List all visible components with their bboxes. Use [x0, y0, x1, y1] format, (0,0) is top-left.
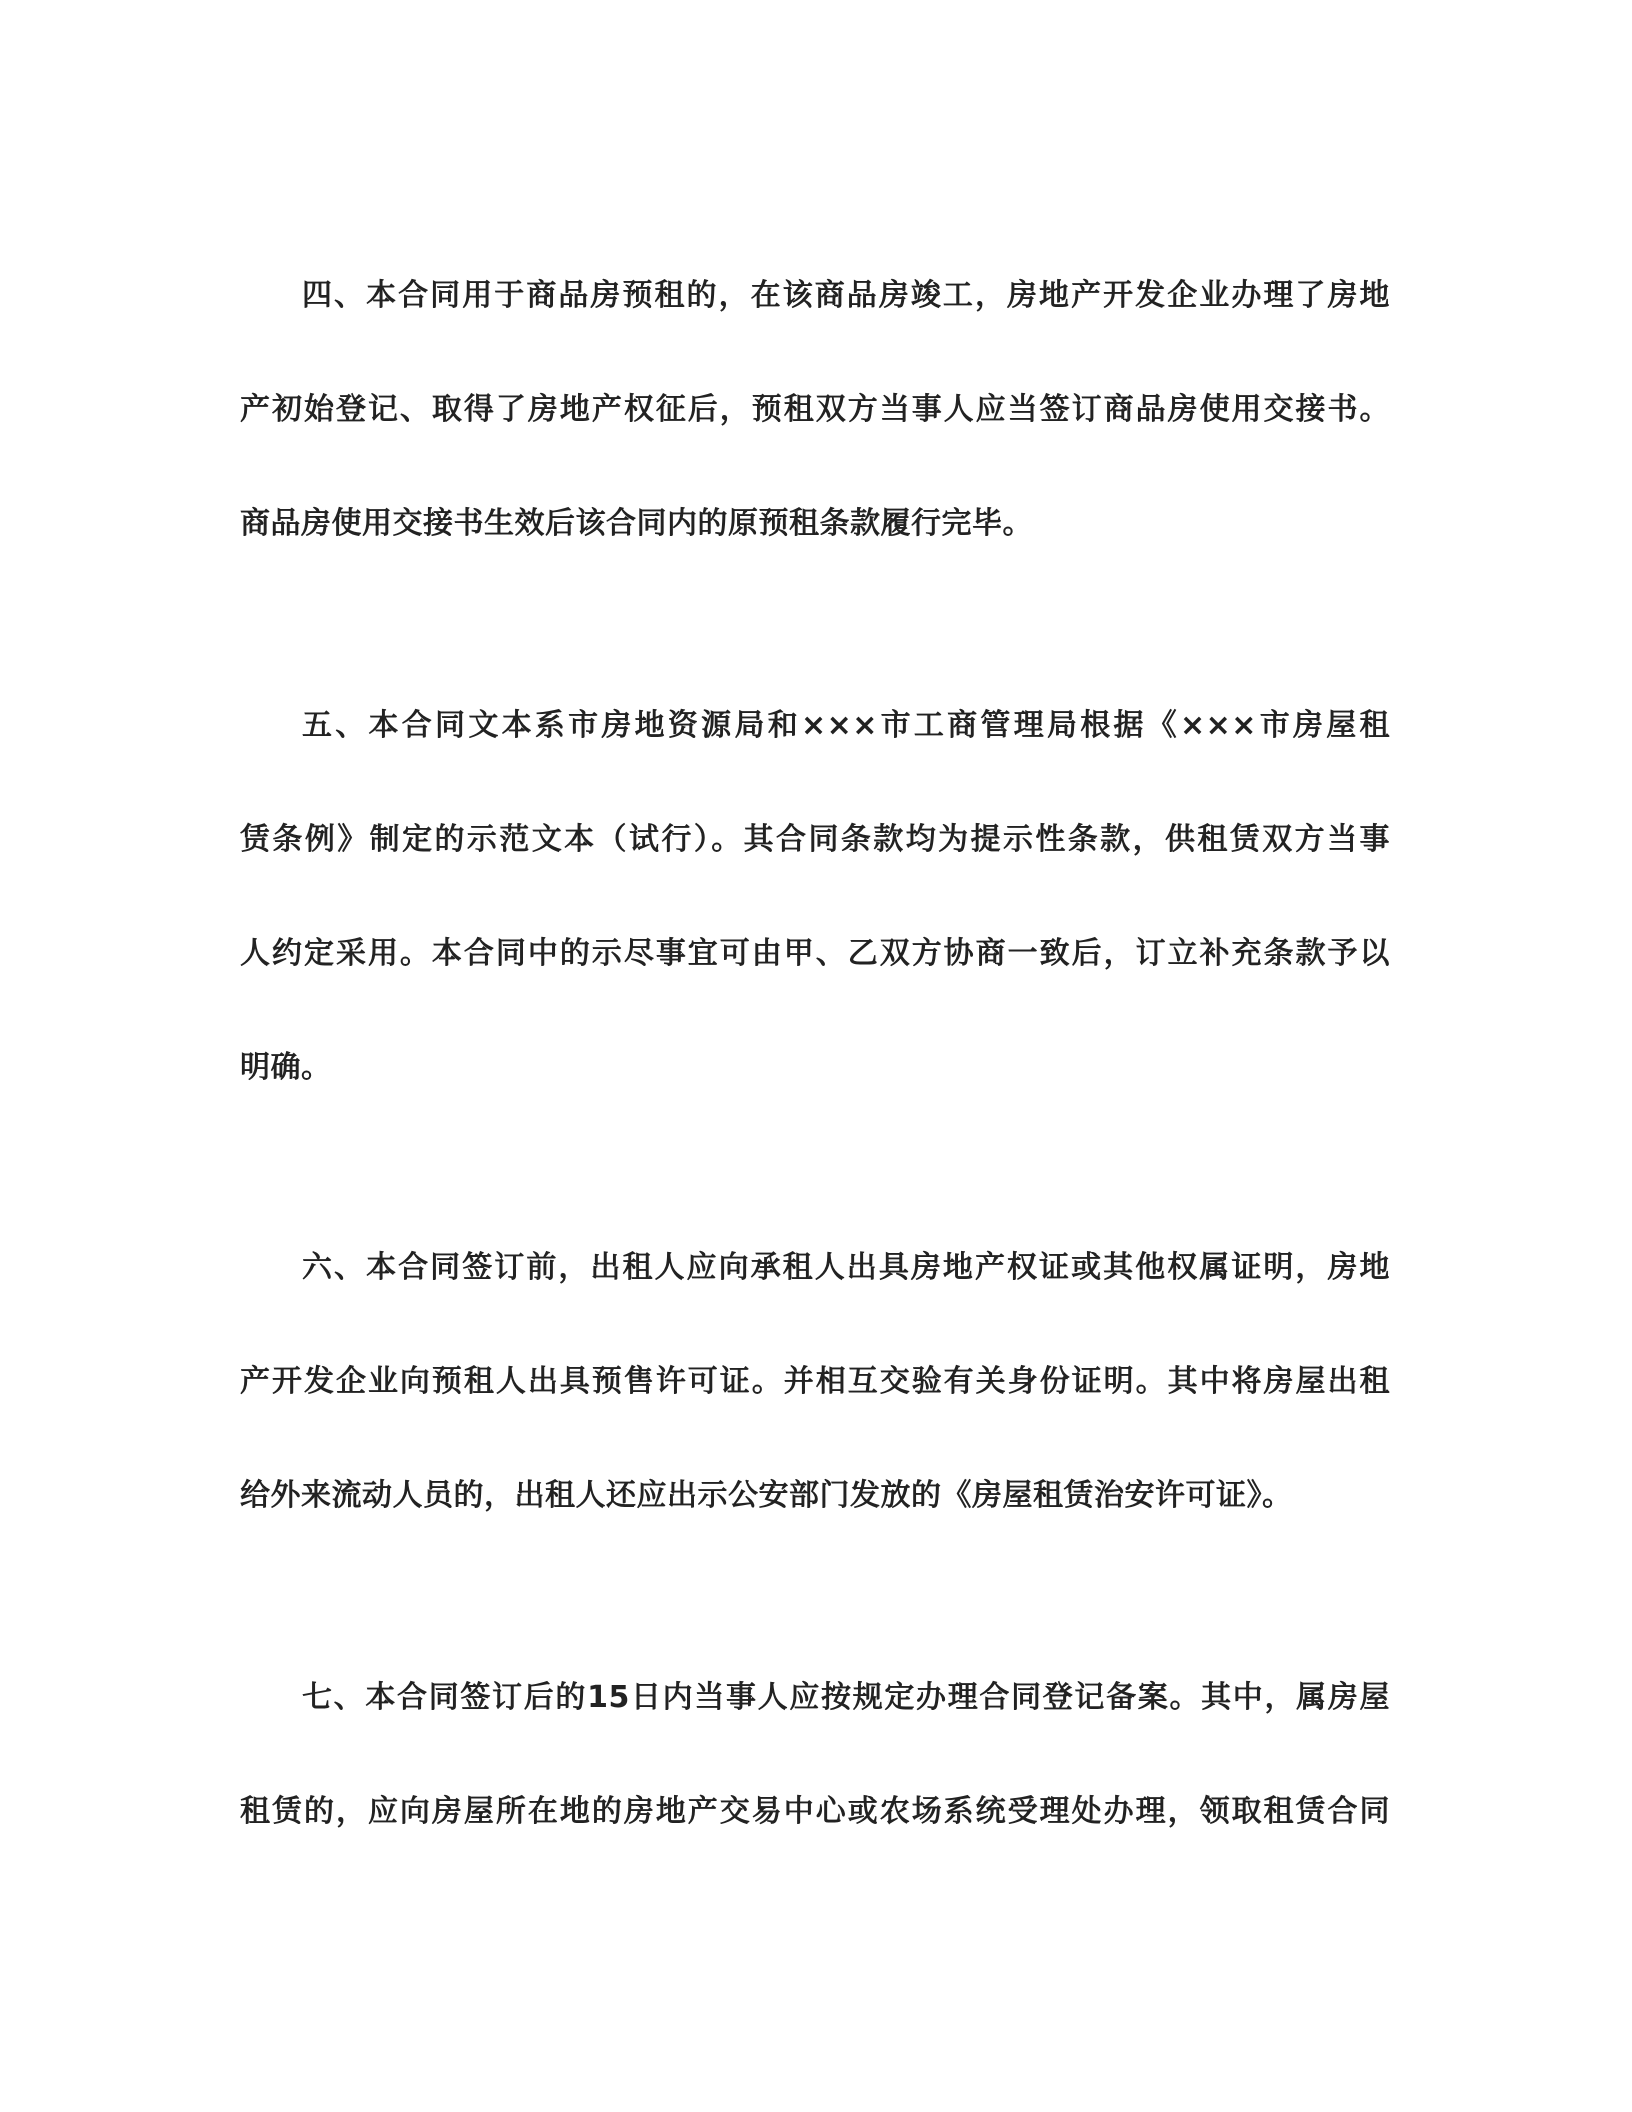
- paragraph-line: 给外来流动人员的，出租人还应出示公安部门发放的《房屋租赁治安许可证》。: [240, 1478, 1293, 1513]
- paragraph-line: 产开发企业向预租人出具预售许可证。并相互交验有关身份证明。其中将房屋出租: [240, 1364, 1390, 1399]
- paragraph-line: 商品房使用交接书生效后该合同内的原预租条款履行完毕。: [240, 506, 1033, 541]
- paragraph-line: 六、本合同签订前，出租人应向承租人出具房地产权证或其他权属证明，房地: [302, 1250, 1390, 1285]
- paragraph-line: 七、本合同签订后的15日内当事人应按规定办理合同登记备案。其中，属房屋: [302, 1680, 1390, 1715]
- paragraph-line: 租赁的，应向房屋所在地的房地产交易中心或农场系统受理处办理，领取租赁合同: [240, 1794, 1390, 1829]
- paragraph-line: 五、本合同文本系市房地资源局和×××市工商管理局根据《×××市房屋租: [302, 708, 1390, 743]
- paragraph-line: 赁条例》制定的示范文本（试行）。其合同条款均为提示性条款，供租赁双方当事: [240, 822, 1390, 857]
- paragraph-line: 人约定采用。本合同中的示尽事宜可由甲、乙双方协商一致后，订立补充条款予以: [240, 936, 1390, 971]
- paragraph-line: 四、本合同用于商品房预租的，在该商品房竣工，房地产开发企业办理了房地: [302, 278, 1390, 313]
- paragraph-line: 产初始登记、取得了房地产权征后，预租双方当事人应当签订商品房使用交接书。: [240, 392, 1390, 427]
- paragraph-line: 明确。: [240, 1050, 332, 1085]
